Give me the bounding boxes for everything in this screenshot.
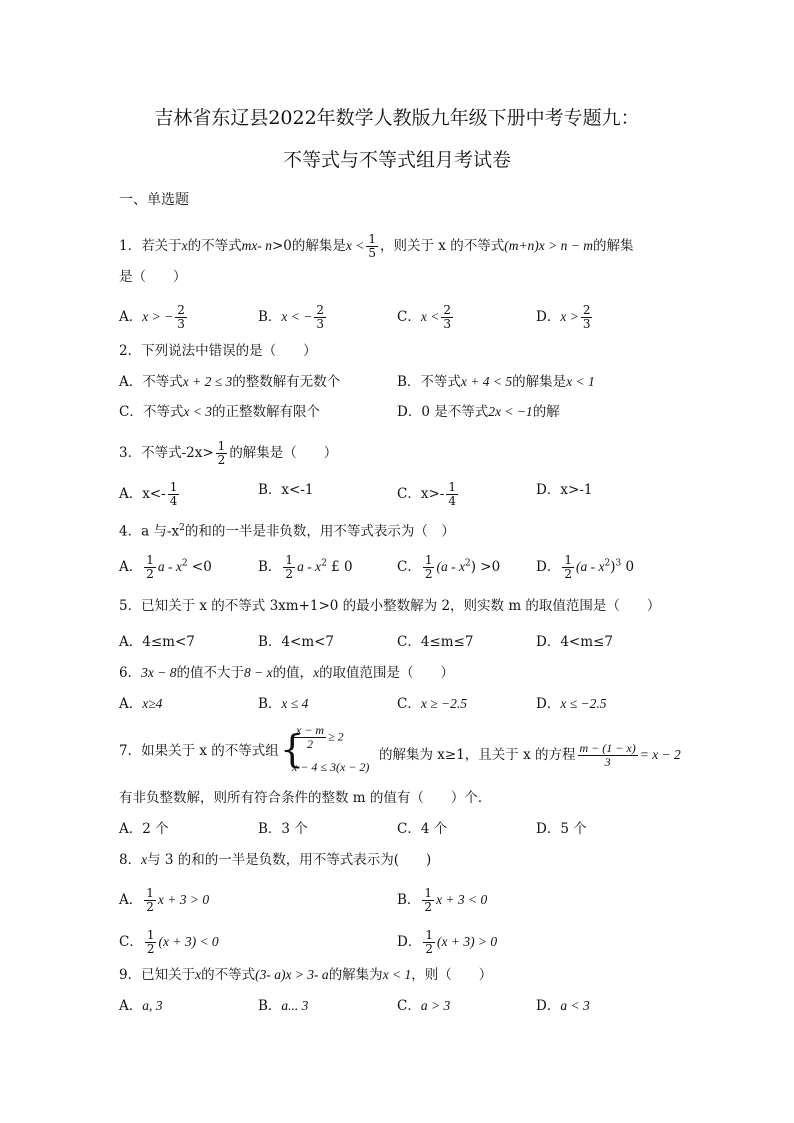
q7-option-c[interactable]: C．4 个 [397,821,448,837]
q5-option-c[interactable]: C．4≤m≤7 [397,634,474,650]
q9-option-d[interactable]: D．a < 3 [536,998,590,1014]
q9-option-b[interactable]: B．a... 3 [258,998,309,1014]
q3-option-d[interactable]: D．x>-1 [536,482,593,498]
question-2-stem: 2．下列说法中错误的是（ ） [119,343,317,359]
q5-option-d[interactable]: D．4<m≤7 [536,634,613,650]
q5-option-a[interactable]: A．4≤m<7 [119,634,195,650]
q6-option-c[interactable]: C．x ≥ −2.5 [397,696,467,712]
q7-system-row-1: $\frac{x - m}{2}$ ≥ 2 [296,723,344,751]
question-9-stem: 9．已知关于x的不等式(3- a)x > 3- a的解集为x < 1，则（ ） [119,967,493,983]
q2-option-a[interactable]: A．不等式x + 2 ≤ 3的整数解有无数个 [119,374,341,390]
q6-option-d[interactable]: D．x ≤ −2.5 [536,696,607,712]
q7-system-row-2: x − 4 ≤ 3(x − 2) [292,760,370,774]
section-heading: 一、单选题 [119,192,189,208]
q1-option-a[interactable]: A．x > − $\frac{2}{3}$ [119,303,185,331]
page-title-line2: 不等式与不等式组月考试卷 [282,149,511,171]
q4-option-d[interactable]: D． $\frac{1}{2}$ $(a - x^2)^3$ 0 [536,553,635,581]
q1-option-c[interactable]: C．x < $\frac{2}{3}$ [397,303,451,331]
q8-option-b[interactable]: B． $\frac{1}{2}$ x + 3 < 0 [397,886,488,914]
question-6-stem: 6．3x − 8的值不大于8 − x的值，x的取值范围是（ ） [119,665,455,681]
q8-option-c[interactable]: C． $\frac{1}{2}$ (x + 3) < 0 [119,928,219,956]
q7-option-b[interactable]: B．3 个 [258,821,308,837]
question-5-stem: 5．已知关于 x 的不等式 3xm+1>0 的最小整数解为 2，则实数 m 的取值范围是（ ） [119,598,661,614]
q7-inequality-system [280,724,376,778]
page-title-line1: 吉林省东辽县2022年数学人教版九年级下册中考专题九： [154,107,640,129]
q2-option-b[interactable]: B．不等式x + 4 < 5的解集是x < 1 [397,374,595,390]
q7-option-d[interactable]: D．5 个 [536,821,587,837]
q5-option-b[interactable]: B．4<m<7 [258,634,335,650]
q2-option-c[interactable]: C．不等式x < 3的正整数解有限个 [119,404,320,420]
q2-option-d[interactable]: D．0 是不等式2x < −1的解 [397,404,560,420]
q8-option-a[interactable]: A． $\frac{1}{2}$ x + 3 > 0 [119,886,210,914]
question-1-stem: 1．若关于x的不等式mx- n>0的解集是x < $\frac{1}{5}$ ，则关于 x 的不等式(m+n)x > n − m的解集 [119,232,634,260]
q4-option-a[interactable]: A． $\frac{1}{2}$ $a - x^2 <0$ [119,553,212,581]
q1-option-d[interactable]: D．x > $\frac{2}{3}$ [536,303,591,331]
q3-option-c[interactable]: C．x>- $\frac{1}{4}$ [397,480,456,508]
q3-option-a[interactable]: A．x<- $\frac{1}{4}$ [119,480,178,508]
question-7-stem-line2: 有非负整数解，则所有符合条件的整数 m 的值有（ ）个． [119,790,492,806]
q7-option-a[interactable]: A．2 个 [119,821,169,837]
brace-icon: { [280,727,305,771]
question-7-stem-mid: 的解集为 x≥1，且关于 x 的方程 $\frac{m - (1 - x)}{3}$ = x − 2 [379,741,681,769]
q8-option-d[interactable]: D． $\frac{1}{2}$ (x + 3) > 0 [397,928,498,956]
q6-option-a[interactable]: A．x≥4 [119,696,163,712]
q9-option-c[interactable]: C．a > 3 [397,998,451,1014]
q3-option-b[interactable]: B．x<-1 [258,482,314,498]
question-8-stem: 8．x与 3 的和的一半是负数，用不等式表示为( ) [119,852,432,868]
question-1-stem-line2: 是（ ） [119,269,187,285]
q9-option-a[interactable]: A．a, 3 [119,998,163,1014]
q6-option-b[interactable]: B．x ≤ 4 [258,696,309,712]
q4-option-c[interactable]: C． $\frac{1}{2}$ $(a - x^2) >0$ [397,553,501,581]
q1-option-b[interactable]: B．x < − $\frac{2}{3}$ [258,303,325,331]
question-4-stem: 4．a 与$-x^2$的和的一半是非负数，用不等式表示为（ ） [119,523,455,540]
question-3-stem: 3．不等式-2x> $\frac{1}{2}$ 的解集是（ ） [119,439,338,467]
question-7-stem-start: 7．如果关于 x 的不等式组 [119,743,279,759]
q4-option-b[interactable]: B． $\frac{1}{2}$ a - $x^2$ £ 0 [258,553,353,581]
